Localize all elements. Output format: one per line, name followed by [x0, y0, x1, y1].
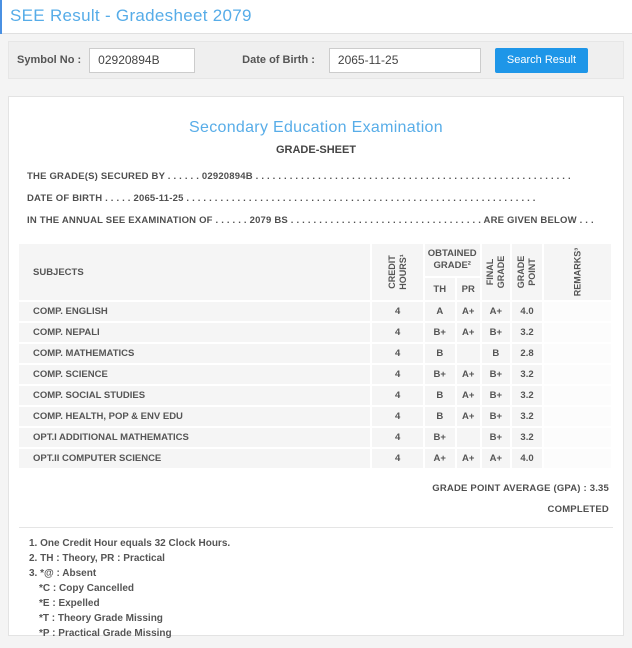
pr-grade-value [457, 428, 482, 449]
symbol-no-input[interactable] [89, 48, 195, 73]
pr-grade-value: A+ [457, 386, 482, 407]
final-grade-value: B+ [482, 323, 512, 344]
date-of-birth-label: Date of Birth : [242, 54, 315, 66]
remarks-value [544, 386, 613, 407]
pr-grade-value: A+ [457, 449, 482, 470]
result-summary [19, 483, 613, 515]
grade-point-value: 3.2 [512, 386, 544, 407]
search-result-button[interactable]: Search Result [495, 48, 588, 73]
footnote-expelled: *E : Expelled [39, 598, 100, 609]
remarks-value [544, 428, 613, 449]
table-row [19, 302, 613, 323]
status-completed: COMPLETED [547, 504, 609, 515]
pr-grade-value: A+ [457, 365, 482, 386]
intro-line-secured-by: THE GRADE(S) SECURED BY . . . . . . 02920894B . . . . . . . . . . . . . . . . . . . . . . . . . . . . . . . . . . . . . . . . . . . . . . . . . . . . . . . . [27, 171, 571, 182]
page-title: SEE Result - Gradesheet 2079 [10, 6, 252, 25]
credit-hours-rotated-text: CREDIT HOURS¹ [386, 254, 408, 290]
remarks-value [544, 365, 613, 386]
col-header-subjects: SUBJECTS [19, 244, 372, 302]
credit-hours-value: 4 [372, 428, 424, 449]
gradesheet-card [8, 96, 624, 639]
credit-hours-value: 4 [372, 449, 424, 470]
remarks-value [544, 302, 613, 323]
credit-hours-value: 4 [372, 302, 424, 323]
date-of-birth-input[interactable] [329, 48, 481, 73]
exam-heading: Secondary Education Examination [189, 119, 443, 136]
subject-name: COMP. NEPALI [19, 323, 372, 344]
footnotes [19, 527, 613, 641]
th-grade-value: A [425, 302, 457, 323]
pr-grade-value: A+ [457, 302, 482, 323]
subject-name: COMP. MATHEMATICS [19, 344, 372, 365]
grade-point-rotated-text: GRADE POINT [516, 255, 538, 289]
footnote-credit-hour: 1. One Credit Hour equals 32 Clock Hours. [29, 538, 231, 549]
subject-name: COMP. HEALTH, POP & ENV EDU [19, 407, 372, 428]
footnote-absent: 3. *@ : Absent [29, 568, 97, 579]
footnote-th-pr: 2. TH : Theory, PR : Practical [29, 553, 165, 564]
final-grade-value: B+ [482, 365, 512, 386]
table-row [19, 407, 613, 428]
th-grade-value: A+ [425, 449, 457, 470]
credit-hours-value: 4 [372, 344, 424, 365]
remarks-value [544, 323, 613, 344]
pr-grade-value: A+ [457, 407, 482, 428]
subject-name: OPT.II COMPUTER SCIENCE [19, 449, 372, 470]
grade-point-value: 4.0 [512, 449, 544, 470]
grade-point-value: 2.8 [512, 344, 544, 365]
final-grade-value: B+ [482, 428, 512, 449]
table-row [19, 323, 613, 344]
table-row [19, 344, 613, 365]
page-header [0, 0, 632, 34]
subject-name: COMP. ENGLISH [19, 302, 372, 323]
col-header-remarks [544, 244, 613, 302]
gradesheet-subheading: GRADE-SHEET [275, 144, 357, 156]
grade-point-value: 3.2 [512, 428, 544, 449]
remarks-value [544, 449, 613, 470]
remarks-value [544, 407, 613, 428]
pr-grade-value [457, 344, 482, 365]
footnote-theory-missing: *T : Theory Grade Missing [39, 613, 163, 624]
pr-grade-value: A+ [457, 323, 482, 344]
search-form [8, 41, 624, 79]
grade-point-value: 3.2 [512, 407, 544, 428]
th-grade-value: B+ [425, 428, 457, 449]
credit-hours-value: 4 [372, 323, 424, 344]
grade-table [19, 244, 613, 470]
final-grade-value: B+ [482, 386, 512, 407]
final-grade-value: A+ [482, 302, 512, 323]
intro-line-exam-year: IN THE ANNUAL SEE EXAMINATION OF . . . . . . 2079 BS . . . . . . . . . . . . . . . . . . . . . . . . . . . . . . . . . . ARE GIVEN BELOW . . . [27, 215, 594, 226]
subject-name: COMP. SCIENCE [19, 365, 372, 386]
table-row [19, 428, 613, 449]
th-grade-value: B [425, 344, 457, 365]
table-row [19, 449, 613, 470]
subject-name: COMP. SOCIAL STUDIES [19, 386, 372, 407]
col-header-final-grade [482, 244, 512, 302]
grade-point-value: 3.2 [512, 365, 544, 386]
intro-lines [19, 166, 613, 232]
credit-hours-value: 4 [372, 365, 424, 386]
th-grade-value: B [425, 407, 457, 428]
col-header-obtained-grade: OBTAINED GRADE² [425, 244, 482, 278]
intro-line-dob: DATE OF BIRTH . . . . . 2065-11-25 . . . . . . . . . . . . . . . . . . . . . . . . . . . . . . . . . . . . . . . . . . . . . . . . . . . . . . . . . . . . . . [27, 193, 536, 204]
final-grade-rotated-text: FINAL GRADE [485, 255, 506, 289]
col-header-pr: PR [457, 278, 482, 302]
col-header-th: TH [425, 278, 457, 302]
footnote-copy-cancelled: *C : Copy Cancelled [39, 583, 135, 594]
th-grade-value: B [425, 386, 457, 407]
remarks-value [544, 344, 613, 365]
symbol-no-label: Symbol No : [17, 54, 82, 66]
th-grade-value: B+ [425, 323, 457, 344]
grade-point-value: 3.2 [512, 323, 544, 344]
gpa-line: GRADE POINT AVERAGE (GPA) : 3.35 [432, 483, 609, 494]
footnote-practical-missing: *P : Practical Grade Missing [39, 628, 172, 639]
credit-hours-value: 4 [372, 407, 424, 428]
remarks-rotated-text: REMARKS³ [572, 247, 583, 297]
left-accent-stripe [0, 0, 2, 34]
col-header-grade-point [512, 244, 544, 302]
final-grade-value: B [482, 344, 512, 365]
grade-point-value: 4.0 [512, 302, 544, 323]
final-grade-value: B+ [482, 407, 512, 428]
table-row [19, 365, 613, 386]
subject-name: OPT.I ADDITIONAL MATHEMATICS [19, 428, 372, 449]
table-row [19, 386, 613, 407]
th-grade-value: B+ [425, 365, 457, 386]
col-header-credit-hours [372, 244, 424, 302]
final-grade-value: A+ [482, 449, 512, 470]
credit-hours-value: 4 [372, 386, 424, 407]
